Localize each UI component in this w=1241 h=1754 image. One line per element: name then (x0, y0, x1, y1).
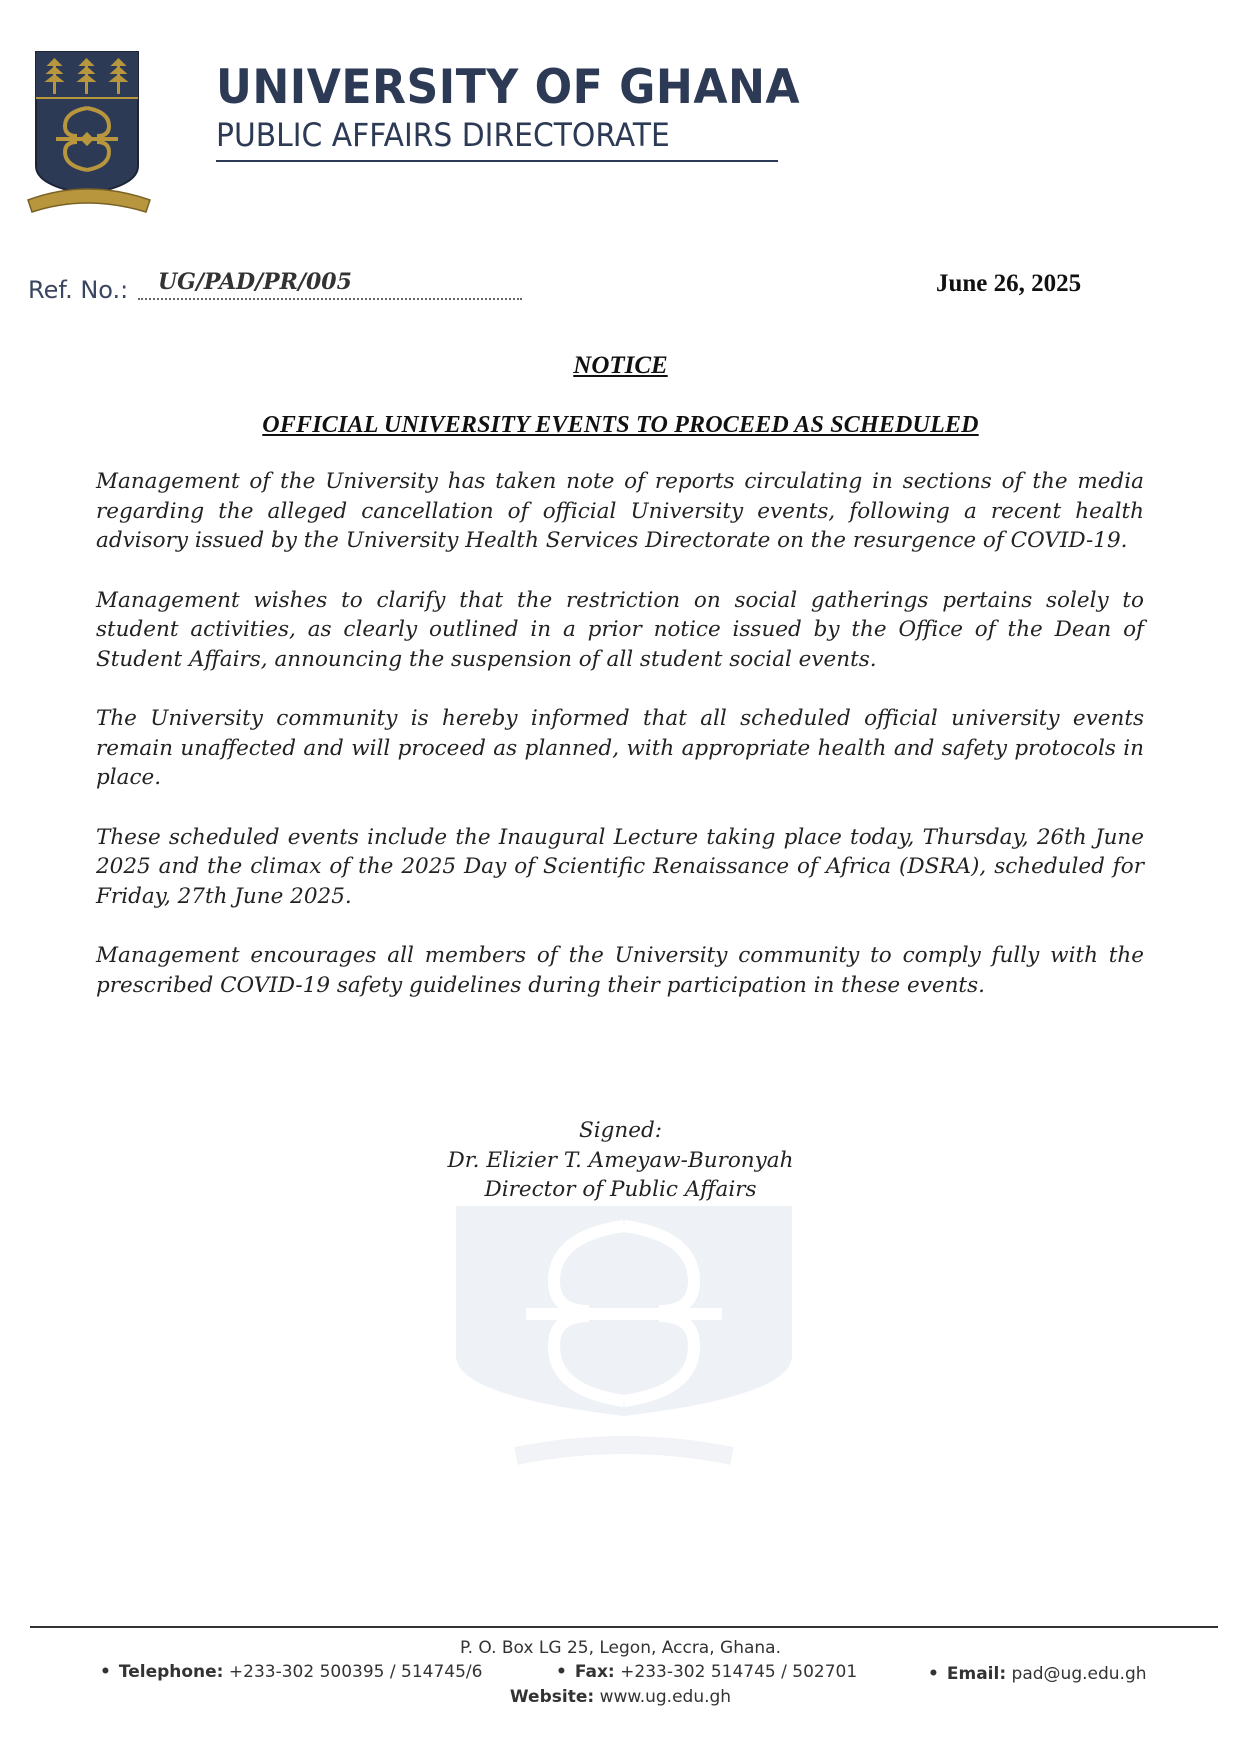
signatory-title: Director of Public Affairs (484, 1177, 757, 1202)
notice-title: NOTICE (573, 352, 668, 379)
email-label: Email: (946, 1664, 1007, 1684)
ref-label: Ref. No.: (28, 276, 129, 304)
footer-telephone (100, 1662, 482, 1682)
crest-watermark (456, 1206, 792, 1476)
footer-address: P. O. Box LG 25, Legon, Accra, Ghana. (459, 1638, 781, 1658)
footer-email (928, 1664, 1147, 1684)
fax-label: Fax: (574, 1662, 615, 1682)
directorate-name: PUBLIC AFFAIRS DIRECTORATE (216, 116, 670, 154)
paragraph: These scheduled events include the Inaugural Lecture taking place today, Thursday, 26th June 2025 and the climax of the 2025 Day of Scientific Renaissance of Africa (DSRA), scheduled for Friday, 27th June 2025. (96, 824, 1144, 909)
notice-date: June 26, 2025 (936, 270, 1082, 297)
signature-block (0, 1116, 1241, 1205)
bullet-icon: • (928, 1664, 939, 1684)
paragraph: Management of the University has taken note of reports circulating in sections of the media regarding the alleged cancellation of official University events, following a recent health advisory issued by the University Health Services Directorate on the resurgence of COVID-19. (96, 469, 1144, 553)
university-name: UNIVERSITY OF GHANA (216, 60, 801, 115)
ref-number: UG/PAD/PR/005 (158, 269, 352, 295)
footer-website (0, 1687, 1241, 1707)
website-value[interactable]: www.ug.edu.gh (599, 1687, 732, 1707)
bullet-icon: • (556, 1662, 567, 1682)
letterhead (216, 60, 837, 154)
signatory-name: Dr. Elizier T. Ameyaw-Buronyah (447, 1147, 794, 1173)
fax-value: +233-302 514745 / 502701 (620, 1662, 858, 1682)
university-crest (26, 48, 152, 218)
email-value[interactable]: pad@ug.edu.gh (1011, 1664, 1147, 1684)
header-divider (216, 160, 778, 162)
ref-dotted-line (138, 298, 522, 300)
signed-label: Signed: (579, 1118, 662, 1143)
website-label: Website: (509, 1687, 595, 1707)
footer-fax (556, 1662, 857, 1682)
paragraph: Management wishes to clarify that the restriction on social gatherings pertains solely to student activities, as clearly outlined in a prior notice issued by the Office of the Dean of Student Affairs, announcing the suspension of all student social events. (96, 587, 1144, 672)
telephone-label: Telephone: (118, 1662, 224, 1682)
footer-divider (30, 1626, 1218, 1628)
paragraph: Management encourages all members of the University community to comply fully with the prescribed COVID-19 safety guidelines during their participation in these events. (96, 943, 1144, 998)
notice-subtitle: OFFICIAL UNIVERSITY EVENTS TO PROCEED AS SCHEDULED (262, 412, 979, 438)
paragraph: The University community is hereby informed that all scheduled official university events remain unaffected and will proceed as planned, with appropriate health and safety protocols in place. (96, 706, 1144, 790)
telephone-value: +233-302 500395 / 514745/6 (228, 1662, 483, 1682)
notice-body (96, 467, 1144, 1030)
bullet-icon: • (100, 1662, 111, 1682)
